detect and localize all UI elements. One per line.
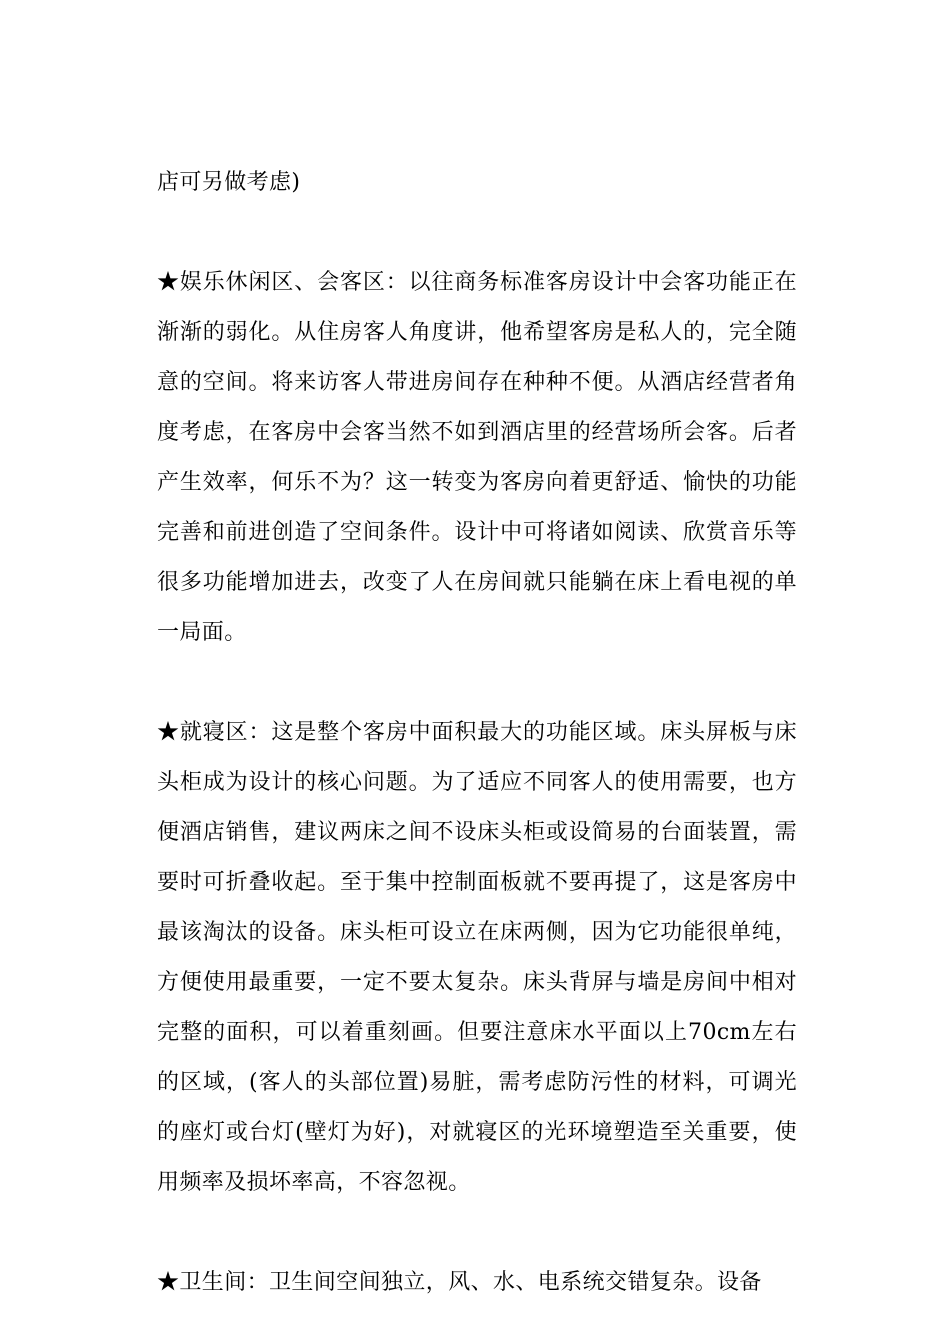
- paragraph-gap: [157, 208, 797, 258]
- paragraph-sleeping-area: ★就寝区：这是整个客房中面积最大的功能区域。床头屏板与床头柜成为设计的核心问题。为了适应不同客人的使用需要，也方便酒店销售，建议两床之间不设床头柜或设简易的台面装置，需要时可折叠收起。至于集中控制面板就不要再提了，这是客房中最该淘汰的设备。床头柜可设立在床两侧，因为它功能很单纯，方便使用最重要，一定不要太复杂。床头背屏与墙是房间中相对完整的面积，可以着重刻画。但要注意床水平面以上70cm左右的区域，(客人的头部位置)易脏，需考虑防污性的材料，可调光的座灯或台灯(壁灯为好)，对就寝区的光环境塑造至关重要，使用频率及损坏率高，不容忽视。: [157, 720, 797, 1195]
- paragraph-gap: [157, 1208, 797, 1258]
- document-body: [157, 158, 797, 1308]
- paragraph-entertainment-area: ★娱乐休闲区、会客区：以往商务标准客房设计中会客功能正在渐渐的弱化。从住房客人角度讲，他希望客房是私人的，完全随意的空间。将来访客人带进房间存在种种不便。从酒店经营者角度考虑，在客房中会客当然不如到酒店里的经营场所会客。后者产生效率，何乐不为？这一转变为客房向着更舒适、愉快的功能完善和前进创造了空间条件。设计中可将诸如阅读、欣赏音乐等很多功能增加进去，改变了人在房间就只能躺在床上看电视的单一局面。: [157, 270, 797, 645]
- paragraph-bathroom: ★卫生间：卫生间空间独立，风、水、电系统交错复杂。设备: [157, 1270, 762, 1295]
- paragraph-continuation: 店可另做考虑): [157, 170, 301, 195]
- paragraph-gap: [157, 658, 797, 708]
